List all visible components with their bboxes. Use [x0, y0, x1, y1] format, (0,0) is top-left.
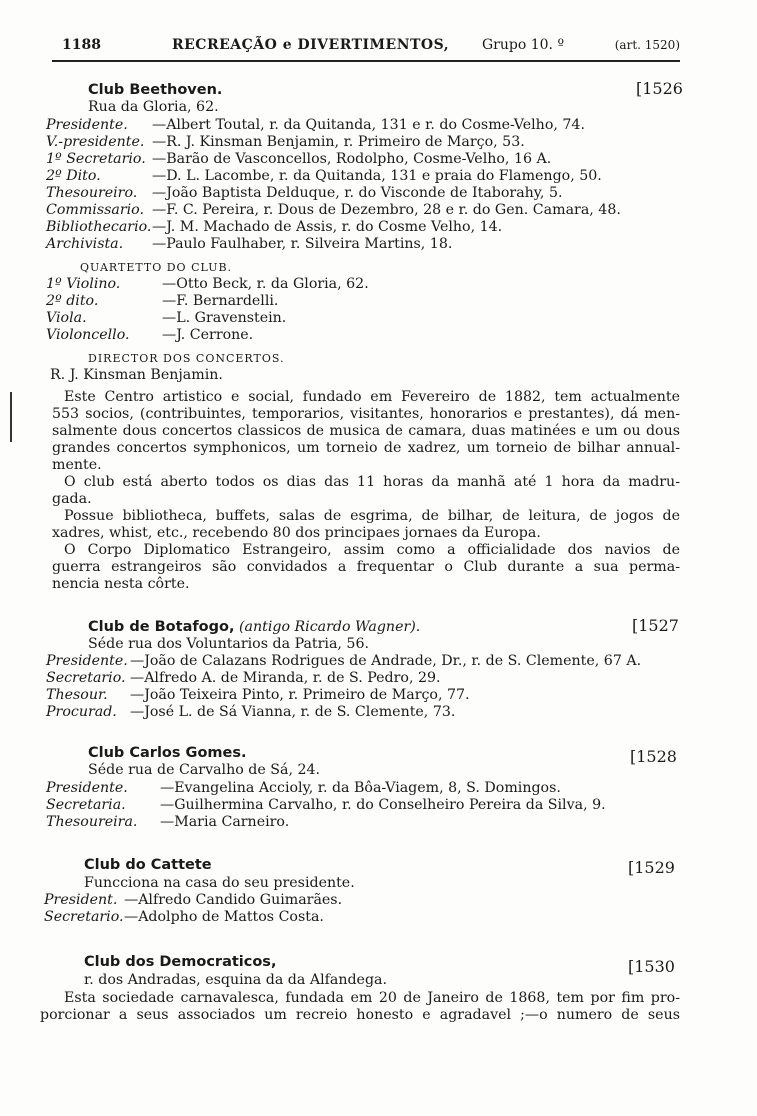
paragraph-line: salmente dous concertos classicos de musica de camara, duas matinées e um ou dous: [52, 423, 680, 439]
section-address: Séde rua dos Voluntarios da Patria, 56.: [88, 636, 369, 652]
officer-text: —João de Calazans Rodrigues de Andrade, Dr., r. de S. Clemente, 67 A.: [130, 653, 642, 669]
director-name: R. J. Kinsman Benjamin.: [50, 367, 223, 383]
quartet-role: Viola.: [46, 310, 87, 326]
officer-text: —D. L. Lacombe, r. da Quitanda, 131 e praia do Flamengo, 50.: [152, 168, 602, 184]
section-title: Club do Cattete: [84, 857, 212, 873]
paragraph-line: guerra estrangeiros são convidados a frequentar o Club durante a sua perma-: [52, 559, 680, 575]
paragraph-line: Este Centro artistico e social, fundado em Fevereiro de 1882, tem actualmente: [64, 389, 680, 405]
officer-text: —Guilhermina Carvalho, r. do Conselheiro Pereira da Silva, 9.: [160, 797, 606, 813]
section-number: [1526: [636, 79, 683, 98]
officer-text: —R. J. Kinsman Benjamin, r. Primeiro de Março, 53.: [152, 134, 525, 150]
section-title: Club Carlos Gomes.: [88, 745, 247, 761]
officer-role: Thesoureira.: [46, 814, 138, 830]
section-address: Rua da Gloria, 62.: [88, 99, 219, 115]
officer-role: Commissario.: [46, 202, 144, 218]
officer-role: Procurad.: [46, 704, 117, 720]
quartet-role: 2º dito.: [46, 293, 99, 309]
officer-role: 1º Secretario.: [46, 151, 146, 167]
header-rule: [52, 60, 680, 62]
paragraph-line: O Corpo Diplomatico Estrangeiro, assim como a officialidade dos navios de: [64, 542, 680, 558]
officer-text: —J. M. Machado de Assis, r. do Cosme Velho, 14.: [152, 219, 503, 235]
paragraph-line: xadres, whist, etc., recebendo 80 dos principaes jornaes da Europa.: [52, 525, 541, 541]
officer-role: Secretario.: [44, 909, 124, 925]
group-label: Grupo 10. º: [482, 37, 565, 53]
officer-role: Secretaria.: [46, 797, 126, 813]
officer-role: Archivista.: [46, 236, 124, 252]
section-number: [1530: [628, 957, 675, 976]
officer-role: Bibliothecario.: [46, 219, 152, 235]
paragraph-line: grandes concertos symphonicos, um torneio de xadrez, um torneio de bilhar annual-: [52, 440, 680, 456]
section-title: Club Beethoven.: [88, 82, 223, 98]
officer-text: —João Baptista Delduque, r. do Visconde de Itaborahy, 5.: [152, 185, 563, 201]
paragraph-line: 553 socios, (contribuintes, temporarios, visitantes, honorarios e prestantes), dá men-: [52, 406, 680, 422]
officer-role: Thesour.: [46, 687, 108, 703]
paragraph-line: Esta sociedade carnavalesca, fundada em 20 de Janeiro de 1868, tem por fim pro-: [64, 990, 680, 1006]
margin-mark: [10, 392, 12, 442]
officer-text: —Maria Carneiro.: [160, 814, 290, 830]
officer-text: —Paulo Faulhaber, r. Silveira Martins, 18.: [152, 236, 453, 252]
officer-text: —F. C. Pereira, r. Dous de Dezembro, 28 e r. do Gen. Camara, 48.: [152, 202, 621, 218]
officer-text: —Barão de Vasconcellos, Rodolpho, Cosme-Velho, 16 A.: [152, 151, 552, 167]
quartet-member: —F. Bernardelli.: [162, 293, 279, 309]
officer-role: Presidente.: [46, 780, 128, 796]
article-ref: (art. 1520): [614, 38, 680, 52]
page-number: 1188: [62, 37, 101, 53]
officer-text: —Evangelina Accioly, r. da Bôa-Viagem, 8, S. Domingos.: [160, 780, 561, 796]
officer-text: —Alfredo Candido Guimarães.: [124, 892, 343, 908]
running-title: RECREAÇÃO e DIVERTIMENTOS,: [172, 37, 450, 53]
quartet-member: —L. Gravenstein.: [162, 310, 287, 326]
paragraph-line: mente.: [52, 457, 102, 473]
quartet-heading: QUARTETTO DO CLUB.: [80, 261, 233, 274]
section-title-line: [88, 619, 420, 636]
officer-text: —João Teixeira Pinto, r. Primeiro de Março, 77.: [130, 687, 470, 703]
officer-role: Presidente.: [46, 653, 128, 669]
director-heading: DIRECTOR DOS CONCERTOS.: [88, 352, 285, 365]
officer-role: President.: [44, 892, 118, 908]
paragraph-line: nencia nesta côrte.: [52, 576, 190, 592]
officer-role: Presidente.: [46, 117, 128, 133]
section-number: [1527: [632, 616, 679, 635]
section-number: [1528: [630, 747, 677, 766]
officer-text: —Albert Toutal, r. da Quitanda, 131 e r. do Cosme-Velho, 74.: [152, 117, 585, 133]
quartet-role: Violoncello.: [46, 327, 130, 343]
paragraph-line: porcionar a seus associados um recreio honesto e agradavel ;—o numero de seus: [40, 1007, 680, 1023]
section-number: [1529: [628, 858, 675, 877]
quartet-member: —Otto Beck, r. da Gloria, 62.: [162, 276, 369, 292]
quartet-role: 1º Violino.: [46, 276, 121, 292]
officer-text: —Alfredo A. de Miranda, r. de S. Pedro, 29.: [130, 670, 441, 686]
section-address: Funcciona na casa do seu presidente.: [84, 875, 355, 891]
officer-text: —Adolpho de Mattos Costa.: [124, 909, 324, 925]
officer-role: V.-presidente.: [46, 134, 145, 150]
section-address: r. dos Andradas, esquina da da Alfandega.: [84, 972, 388, 988]
paragraph-line: O club está aberto todos os dias das 11 horas da manhã até 1 hora da madru-: [64, 474, 680, 490]
quartet-member: —J. Cerrone.: [162, 327, 254, 343]
officer-role: Secretario.: [46, 670, 126, 686]
paragraph-line: gada.: [52, 491, 92, 507]
section-title: Club de Botafogo,: [88, 619, 235, 635]
section-title: Club dos Democraticos,: [84, 954, 277, 970]
section-address: Séde rua de Carvalho de Sá, 24.: [88, 762, 321, 778]
officer-role: 2º Dito.: [46, 168, 101, 184]
section-title-suffix: (antigo Ricardo Wagner).: [239, 619, 421, 635]
officer-text: —José L. de Sá Vianna, r. de S. Clemente, 73.: [130, 704, 456, 720]
paragraph-line: Possue bibliotheca, buffets, salas de esgrima, de bilhar, de leitura, de jogos de: [64, 508, 680, 524]
officer-role: Thesoureiro.: [46, 185, 138, 201]
